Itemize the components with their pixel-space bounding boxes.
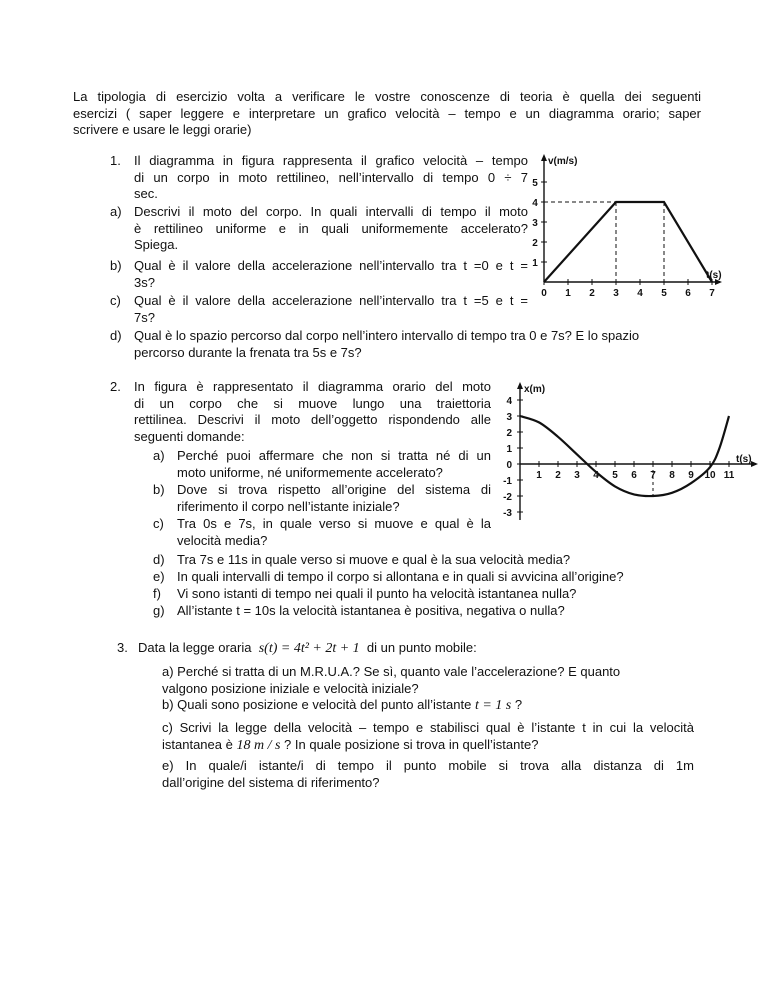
q3-statement <box>138 640 698 658</box>
q3c-math: 18 m / s <box>236 737 281 753</box>
q1-line: di un corpo in moto rettilineo, nell’intervallo di tempo 0 ÷ 7 <box>134 169 528 185</box>
q1-line: Il diagramma in figura rappresenta il grafico velocità – tempo <box>134 153 528 168</box>
x-tick-label: 4 <box>593 470 599 481</box>
q3-number: 3. <box>117 640 128 655</box>
q2-line: rettilinea. Descrivi il moto dell’oggetto rispondendo alle <box>134 412 491 427</box>
y-axis-arrow-icon <box>541 154 547 161</box>
q1a-text <box>134 204 528 254</box>
y-tick-label: 3 <box>506 412 512 423</box>
x-tick-label: 5 <box>661 288 667 299</box>
q2c-line: velocità media? <box>177 532 268 548</box>
y-tick-label: 4 <box>506 396 512 407</box>
q2b-text <box>177 482 491 515</box>
q1d-label: d) <box>110 328 122 343</box>
q3c-text <box>162 720 694 754</box>
x-tick-label: 2 <box>555 470 561 481</box>
q3a-text <box>162 664 694 697</box>
q1b-line: 3s? <box>134 274 155 290</box>
y-tick-label: 1 <box>532 258 538 269</box>
intro-line: esercizi ( saper leggere e interpretare un grafico velocità – tempo e un diagramma orario; saper <box>73 105 701 121</box>
x-axis-label: t(s) <box>736 454 752 465</box>
q1b-label: b) <box>110 258 122 273</box>
y-tick-label: -1 <box>503 476 512 487</box>
q2a-label: a) <box>153 448 165 463</box>
q3e-line: dall’origine del sistema di riferimento? <box>162 774 380 790</box>
q1-number: 1. <box>110 153 121 168</box>
q2a-text <box>177 448 491 481</box>
q1a-line: Descrivi il moto del corpo. In quali intervalli di tempo il moto <box>134 204 528 219</box>
q2c-label: c) <box>153 516 164 531</box>
q1d-text <box>134 328 704 361</box>
x-tick-label: 1 <box>536 470 542 481</box>
y-tick-label: 1 <box>506 444 512 455</box>
y-tick-label: -2 <box>503 492 512 503</box>
q2d-text: Tra 7s e 11s in quale verso si muove e qual è la sua velocità media? <box>177 552 571 567</box>
q3-tail: di un punto mobile: <box>366 640 477 655</box>
q1c-line: 7s? <box>134 309 155 325</box>
q2f-text: Vi sono istanti di tempo nei quali il punto ha velocità istantanea nulla? <box>177 586 577 601</box>
x-tick-label: 4 <box>637 288 643 299</box>
q1c-text <box>134 293 528 326</box>
velocity-time-chart <box>528 150 728 300</box>
q3a-line: valgono posizione iniziale e velocità iniziale? <box>162 680 419 696</box>
x-tick-label: 0 <box>541 288 547 299</box>
y-tick-label: 3 <box>532 218 538 229</box>
y-axis-label: x(m) <box>524 384 546 395</box>
x-tick-label: 3 <box>574 470 580 481</box>
q2c-line: Tra 0s e 7s, in quale verso si muove e qual è la <box>177 516 491 531</box>
q3c-pre: istantanea è <box>162 736 233 752</box>
q1-text <box>134 153 528 203</box>
q1c-line: Qual è il valore della accelerazione nell’intervallo tra t =5 e t = <box>134 293 528 308</box>
q3e-text <box>162 758 694 791</box>
position-series-curve <box>520 416 729 496</box>
q1d-line: Qual è lo spazio percorso dal corpo nell’intero intervallo di tempo tra 0 e 7s? E lo spazio <box>134 328 640 343</box>
q3-formula: s(t) = 4t² + 2t + 1 <box>258 641 360 656</box>
q3b-post: ? <box>514 697 523 712</box>
q3c-post: ? In quale posizione si trova in quell’istante? <box>284 736 539 752</box>
q2-line: seguenti domande: <box>134 428 245 444</box>
x-tick-label: 7 <box>650 470 656 481</box>
q1b-text <box>134 258 528 291</box>
y-tick-label: 5 <box>532 178 538 189</box>
x-axis-arrow-icon <box>751 461 758 467</box>
y-tick-label: 0 <box>506 460 512 471</box>
x-axis-label: t(s) <box>706 270 722 281</box>
x-tick-label: 3 <box>613 288 619 299</box>
q2b-line: Dove si trova rispetto all’origine del sistema di <box>177 482 491 497</box>
intro-line: scrivere e usare le leggi orarie) <box>73 122 252 137</box>
x-tick-label: 6 <box>631 470 637 481</box>
q3-lead: Data la legge oraria <box>138 640 252 655</box>
x-tick-label: 1 <box>565 288 571 299</box>
y-tick-label: 2 <box>532 238 538 249</box>
q2e-label: e) <box>153 569 165 584</box>
velocity-series-line <box>544 202 712 282</box>
q2c-text <box>177 516 491 549</box>
y-axis-arrow-icon <box>517 382 523 389</box>
q1-line: sec. <box>134 186 158 201</box>
y-tick-label: 4 <box>532 198 538 209</box>
q1d-line: percorso durante la frenata tra 5s e 7s? <box>134 344 362 360</box>
q2a-line: Perché puoi affermare che non si tratta né di un <box>177 448 491 463</box>
q3b-text <box>162 697 694 715</box>
x-tick-label: 2 <box>589 288 595 299</box>
q2-line: In figura è rappresentato il diagramma orario del moto <box>134 379 491 394</box>
x-tick-label: 8 <box>669 470 675 481</box>
q2a-line: moto uniforme, né uniformemente accelerato? <box>177 464 443 480</box>
y-tick-label: 2 <box>506 428 512 439</box>
q2-line: di un corpo che si muove lungo una traiettoria <box>134 395 491 411</box>
q3e-line: e) In quale/i istante/i di tempo il punto mobile si trova alla distanza di 1m <box>162 758 694 773</box>
x-tick-label: 6 <box>685 288 691 299</box>
q3c-line: c) Scrivi la legge della velocità – tempo e stabilisci qual è l’istante t in cui la velocità <box>162 720 694 735</box>
y-tick-label: -3 <box>503 508 512 519</box>
q2f-label: f) <box>153 586 161 601</box>
q2g-text: All’istante t = 10s la velocità istantanea è positiva, negativa o nulla? <box>177 603 565 618</box>
q1a-label: a) <box>110 204 122 219</box>
q3b-math: t = 1 s <box>474 698 512 713</box>
y-axis-label: v(m/s) <box>548 156 578 167</box>
q1a-line: è rettilineo uniforme e in quali uniformemente accelerato? <box>134 220 528 236</box>
q2e-text: In quali intervalli di tempo il corpo si allontana e in quali si avvicina all’origine? <box>177 569 624 584</box>
q2d-label: d) <box>153 552 165 567</box>
x-tick-label: 11 <box>723 470 735 481</box>
x-tick-label: 5 <box>612 470 618 481</box>
x-tick-label: 7 <box>709 288 715 299</box>
q2-text <box>134 379 491 445</box>
q2g-label: g) <box>153 603 165 618</box>
q3a-line: a) Perché si tratta di un M.R.U.A.? Se sì, quanto vale l’accelerazione? E quanto <box>162 664 621 679</box>
x-tick-label: 10 <box>704 470 716 481</box>
q2b-label: b) <box>153 482 165 497</box>
q3b-pre: b) Quali sono posizione e velocità del punto all’istante <box>162 697 472 712</box>
intro-line: La tipologia di esercizio volta a verificare le vostre conoscenze di teoria è quella dei seguenti <box>73 89 701 104</box>
q1a-line: Spiega. <box>134 237 179 252</box>
q1b-line: Qual è il valore della accelerazione nell’intervallo tra t =0 e t = <box>134 258 528 273</box>
intro-paragraph <box>73 89 701 139</box>
q2b-line: riferimento il corpo nell’istante iniziale? <box>177 498 400 514</box>
position-time-chart <box>500 378 762 526</box>
q2-number: 2. <box>110 379 121 394</box>
x-tick-label: 9 <box>688 470 694 481</box>
q1c-label: c) <box>110 293 121 308</box>
q3c-line2 <box>162 737 694 755</box>
